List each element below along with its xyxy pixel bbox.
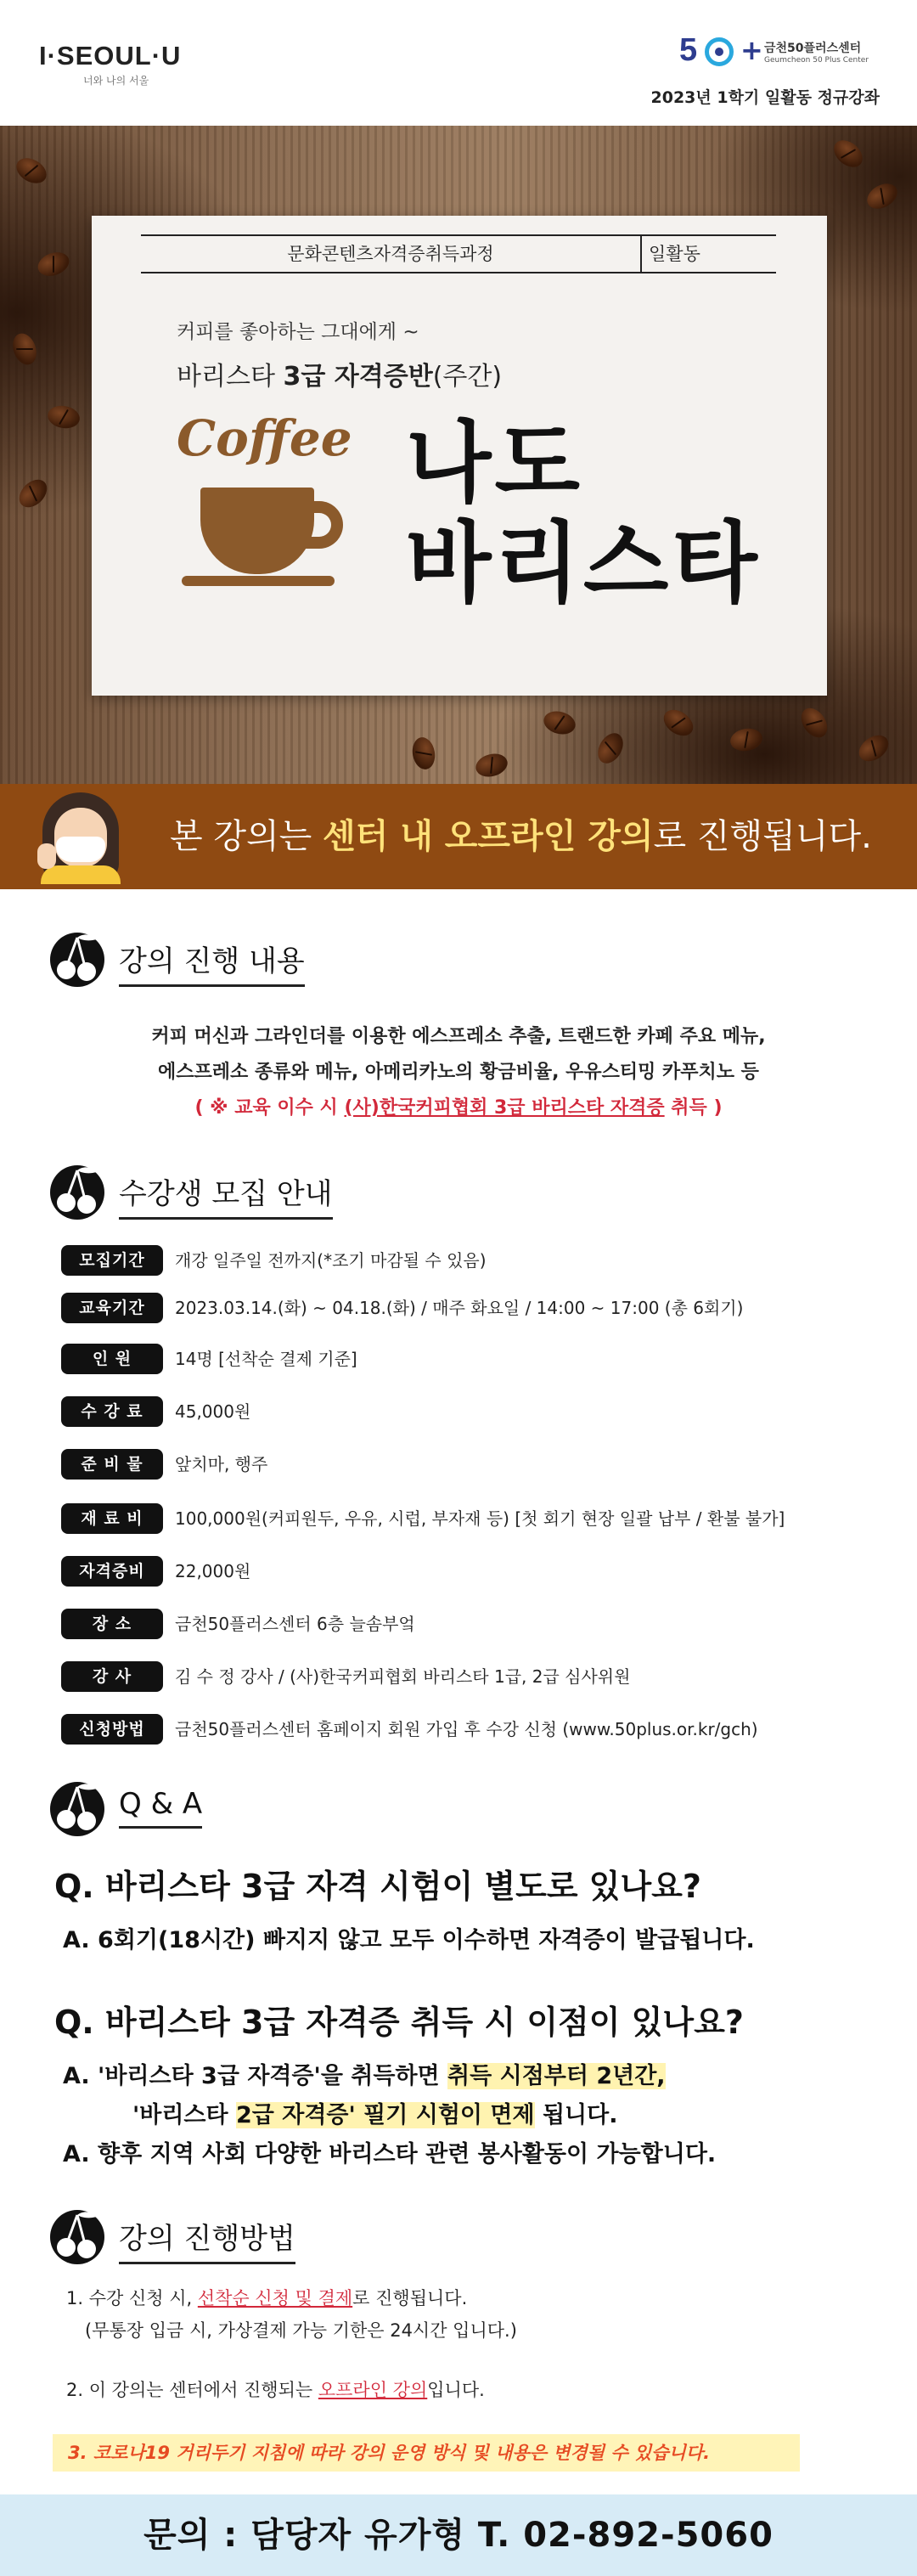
cup-saucer	[182, 576, 335, 586]
info-value: 45,000원	[175, 1401, 251, 1422]
center-logo-name: 금천50플러스센터	[764, 42, 862, 55]
offline-banner	[0, 784, 917, 889]
offline-notice-post: 로 진행됩니다.	[653, 817, 872, 856]
term-label: 2023년 1학기 일활동 정규강좌	[650, 88, 880, 107]
method-line: (무통장 입금 시, 가상결제 가능 기한은 24시간 입니다.)	[85, 2320, 517, 2341]
info-row-period	[61, 1242, 910, 1281]
face-mask	[56, 837, 105, 862]
info-label: 강 사	[61, 1661, 163, 1692]
qa-answer-pre: '바리스타	[132, 2102, 236, 2128]
info-row-capacity	[61, 1340, 910, 1379]
qa-answer: A. 6회기(18시간) 빠지지 않고 모두 이수하면 자격증이 발급됩니다.	[63, 1927, 755, 1953]
center-logo-plus-icon: +	[740, 34, 763, 66]
section-title: 강의 진행방법	[119, 2215, 295, 2264]
method-post: 로 진행됩니다.	[352, 2288, 468, 2308]
coffee-bean-icon	[854, 730, 893, 766]
section-title: 수강생 모집 안내	[119, 1170, 333, 1220]
qa-answer-post: 됩니다.	[534, 2102, 618, 2128]
info-row-material-fee	[61, 1500, 910, 1539]
page-title	[406, 413, 761, 613]
page-title-line1: 나도	[406, 411, 583, 515]
coffee-bean-icon	[729, 726, 764, 753]
info-label: 수 강 료	[61, 1396, 163, 1427]
info-value[interactable]: 금천50플러스센터 홈페이지 회원 가입 후 수강 신청 (www.50plus.or.kr/gch)	[175, 1719, 758, 1739]
info-row-supplies	[61, 1446, 910, 1485]
qa-question: Q. 바리스타 3급 자격 시험이 별도로 있나요?	[54, 1868, 701, 1905]
info-row-instructor	[61, 1658, 910, 1697]
coffee-bean-icon	[14, 474, 52, 512]
header	[0, 0, 917, 126]
content-description	[0, 1019, 917, 1126]
coffee-bean-icon	[8, 330, 40, 369]
info-label: 자격증비	[61, 1556, 163, 1587]
hero-card	[92, 216, 827, 696]
coffee-bean-icon	[863, 178, 902, 214]
hero-subtitle-pre: 바리스타	[177, 362, 284, 392]
method-line	[66, 2376, 485, 2402]
qa-answer-continued	[132, 2096, 617, 2129]
qa-answer-pre: A. '바리스타 3급 자격증'을 취득하면	[63, 2063, 448, 2089]
offline-notice-bold: 센터 내 오프라인 강의	[323, 817, 654, 856]
method-post: 입니다.	[427, 2380, 485, 2400]
method-highlight: 오프라인 강의	[318, 2380, 428, 2400]
cherry-icon	[49, 929, 105, 989]
offline-notice-pre: 본 강의는	[170, 817, 323, 856]
coffee-bean-icon	[593, 729, 628, 768]
info-label: 교육기간	[61, 1293, 163, 1323]
coffee-bean-icon	[12, 153, 51, 189]
info-value: 22,000원	[175, 1561, 251, 1581]
info-value: 금천50플러스센터 6층 늘솜부엌	[175, 1614, 415, 1634]
info-value: 개강 일주일 전까지(*조기 마감될 수 있음)	[175, 1250, 487, 1271]
certificate-note	[0, 1091, 917, 1126]
qa-answer	[63, 2057, 666, 2090]
cup-handle	[301, 501, 343, 549]
center-logo-en: Geumcheon 50 Plus Center	[764, 56, 869, 65]
face-body	[41, 865, 121, 884]
seoul-logo[interactable]: I·SEOUL·U	[39, 41, 182, 70]
info-value: 김 수 정 강사 / (사)한국커피협회 바리스타 1급, 2급 심사위원	[175, 1666, 631, 1687]
coffee-bean-icon	[541, 708, 577, 738]
info-row-apply	[61, 1711, 910, 1750]
info-value: 앞치마, 행주	[175, 1454, 268, 1474]
info-value: 2023.03.14.(화) ~ 04.18.(화) / 매주 화요일 / 14:00 ~ 17:00 (총 6회기)	[175, 1298, 744, 1318]
method-highlight: 선착순 신청 및 결제	[197, 2288, 353, 2308]
content-line: 에스프레소 종류와 메뉴, 아메리카노의 황금비율, 우유스티밍 카푸치노 등	[158, 1062, 759, 1083]
coffee-bean-icon	[659, 704, 698, 741]
info-label: 재 료 비	[61, 1503, 163, 1534]
info-value: 100,000원(커피원두, 우유, 시럽, 부자재 등) [첫 회기 현장 일괄 납부 / 환불 불가]	[175, 1508, 785, 1529]
note-post: 취득 )	[664, 1097, 723, 1119]
coffee-bean-icon	[410, 736, 437, 771]
offline-notice	[170, 809, 872, 858]
info-label: 준 비 물	[61, 1449, 163, 1480]
cup-body	[200, 488, 314, 574]
hero-section	[0, 126, 917, 784]
center-logo-number-icon: 5	[679, 32, 698, 68]
hero-subtitle-bold: 3급 자격증반	[283, 362, 433, 392]
note-pre: ( ※ 교육 이수 시	[194, 1097, 345, 1119]
coffee-bean-icon	[796, 703, 832, 742]
page-title-line2: 바리스타	[406, 511, 761, 615]
contact-footer[interactable]: 문의 : 담당자 유가형 T. 02-892-5060	[0, 2494, 917, 2576]
course-type: 일활동	[649, 244, 700, 264]
qa-question: Q. 바리스타 3급 자격증 취득 시 이점이 있나요?	[54, 2004, 744, 2041]
hero-tagline: 커피를 좋아하는 그대에게 ~	[177, 321, 419, 343]
hero-subtitle	[177, 355, 502, 392]
note-certificate: (사)한국커피협회 3급 바리스타 자격증	[344, 1097, 665, 1119]
method-pre: 2. 이 강의는 센터에서 진행되는	[66, 2380, 318, 2400]
info-row-fee	[61, 1393, 910, 1432]
method-line	[66, 2285, 467, 2310]
info-label: 장 소	[61, 1609, 163, 1639]
course-info-row	[141, 234, 776, 273]
info-row-certificate-fee	[61, 1553, 910, 1592]
seoul-logo-subtitle: 너와 나의 서울	[83, 75, 149, 87]
section-title: Q & A	[119, 1787, 202, 1829]
face-hand	[37, 843, 56, 869]
center-logo-circle-icon	[705, 37, 734, 66]
covid-notice: 3. 코로나19 거리두기 지침에 따라 강의 운영 방식 및 내용은 변경될 수 있습니다.	[53, 2434, 800, 2472]
qa-answer-highlight: 취득 시점부터 2년간,	[447, 2063, 666, 2089]
method-pre: 1. 수강 신청 시,	[66, 2288, 198, 2308]
coffee-cup-icon	[177, 409, 355, 605]
section-title: 강의 진행 내용	[119, 938, 305, 987]
info-label: 신청방법	[61, 1714, 163, 1745]
content-line: 커피 머신과 그라인더를 이용한 에스프레소 추출, 트랜드한 카페 주요 메뉴,	[151, 1026, 766, 1047]
coffee-bean-icon	[473, 751, 509, 781]
coffee-bean-icon	[46, 403, 82, 431]
cherry-icon	[49, 1162, 105, 1221]
woman-mask-icon	[37, 792, 126, 884]
hero-subtitle-post: (주간)	[432, 362, 503, 392]
coffee-word: Coffee	[177, 409, 352, 467]
info-value: 14명 [선착순 결제 기준]	[175, 1349, 357, 1369]
center-logo[interactable]	[679, 32, 883, 76]
coffee-bean-icon	[829, 135, 868, 172]
qa-answer-highlight: 2급 자격증' 필기 시험이 면제	[236, 2102, 535, 2128]
info-label: 인 원	[61, 1344, 163, 1374]
course-category: 문화콘텐츠자격증취득과정	[141, 236, 642, 272]
cherry-icon	[49, 2207, 105, 2266]
info-row-schedule	[61, 1289, 910, 1328]
qa-answer: A. 향후 지역 사회 다양한 바리스타 관련 봉사활동이 가능합니다.	[63, 2141, 717, 2167]
cherry-icon	[49, 1778, 105, 1838]
info-row-location	[61, 1605, 910, 1644]
coffee-bean-icon	[35, 248, 73, 279]
info-label: 모집기간	[61, 1245, 163, 1276]
